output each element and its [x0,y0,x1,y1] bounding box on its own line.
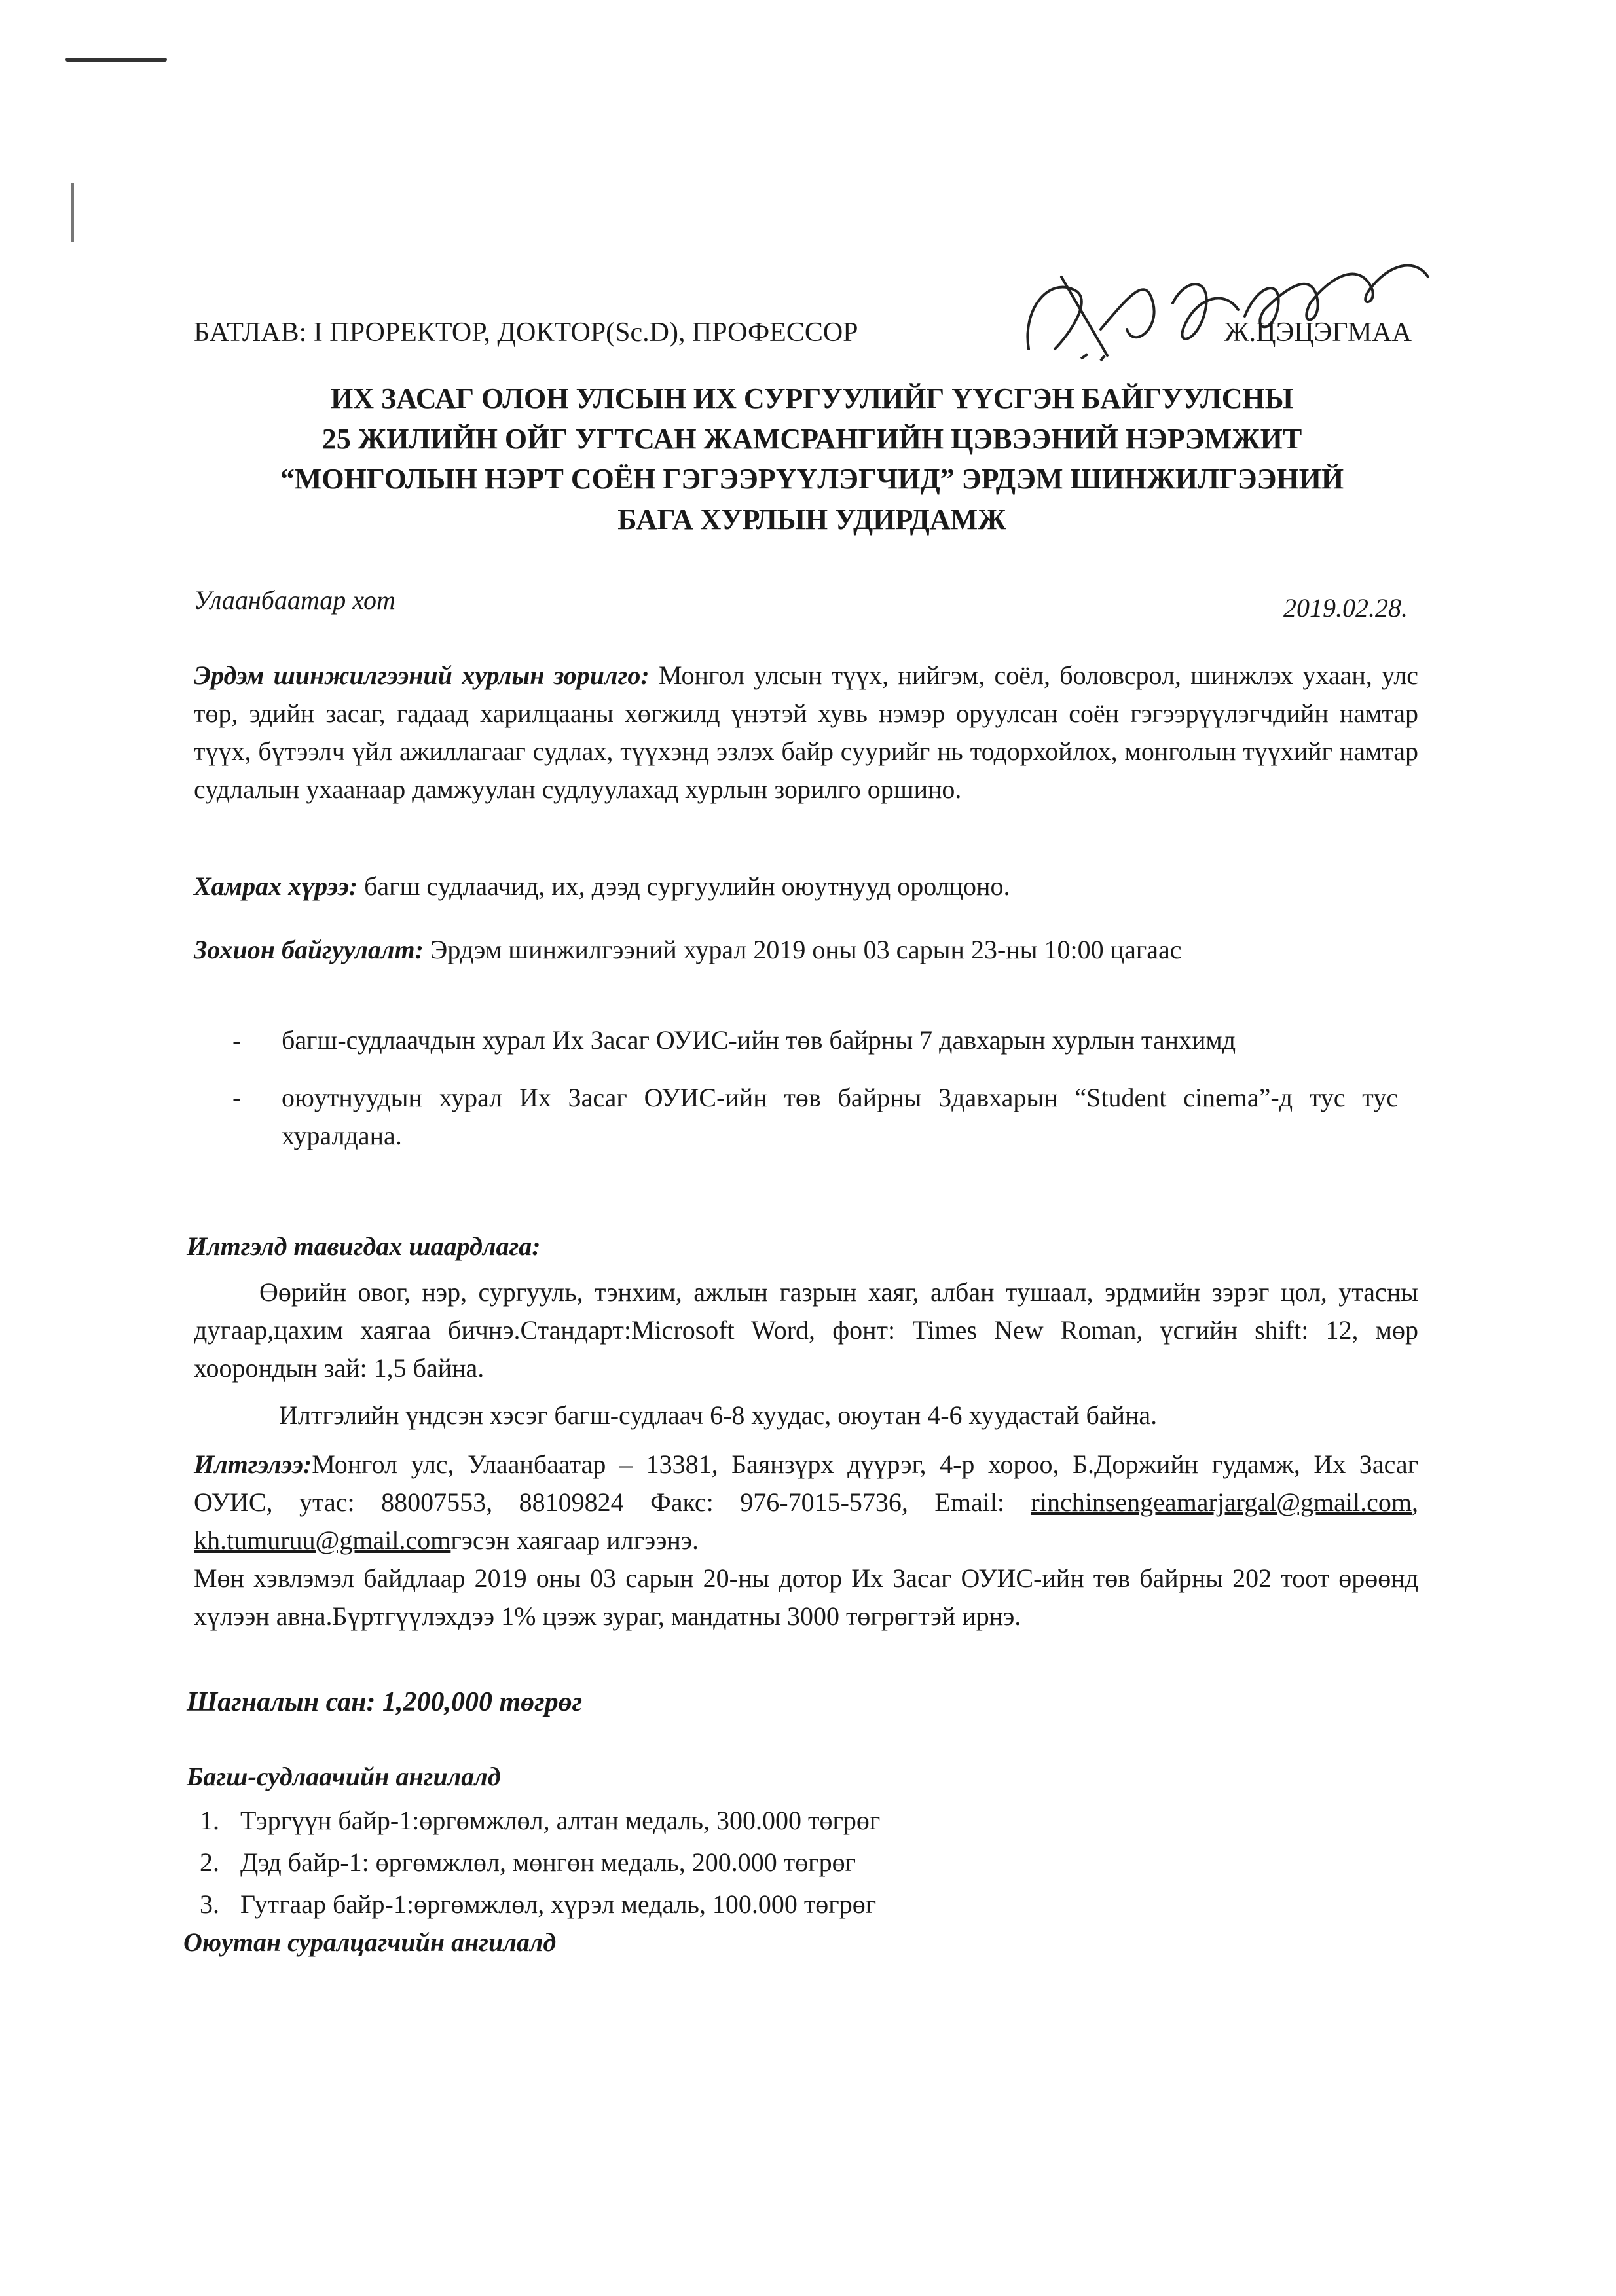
organization-paragraph [194,931,1366,969]
list-item: - багш-судлаачдын хурал Их Засаг ОУИС-ийн төв байрны 7 давхарын хурлын танхимд [232,1021,1398,1059]
title-line: 25 ЖИЛИЙН ОЙГ УГТСАН ЖАМСРАНГИЙН ЦЭВЭЭНИЙ НЭРЭМЖИТ [321,422,1302,455]
scope-text: багш судлаачид, их, дээд сургуулийн оюутнууд оролцоно. [358,871,1010,901]
prize-fund: Шагналын сан: 1,200,000 төгрөг [187,1687,583,1717]
organization-text: Эрдэм шинжилгээний хурал 2019 оны 03 сарын 23-ны 10:00 цагаас [423,935,1182,964]
purpose-text: Монгол улсын түүх, нийгэм, соёл, боловсрол, шинжлэх ухаан, улс төр, эдийн засаг, гадаад харилцааны хөгжилд үнэтэй хувь нэмэр оруулсан соён гэгээрүүлэгчдийн намтар түүх, бүтээлч үйл ажиллагааг судлах, түүхэнд эзлэх байр суурийг нь тодорхойлох, монголын түүхийг намтар судлалын ухаанаар дамжуулан судлуулахад хурлын зорилго оршино. [194,661,1419,804]
scope-label: Хамрах хүрээ: [194,871,358,901]
requirements-body [194,1273,1418,1434]
scan-artifact-mark-side [71,183,74,242]
submission-paragraph: Илтгэлээ:Монгол улс, Улаанбаатар – 13381, Баянзүрх дүүрэг, 4-р хороо, Б.Доржийн гудамж, Их Засаг ОУИС, утас: 88007553, 88109824 Факс: 976-7015-5736, Email: rinchinsengeamarjargal@gmail.com, kh.tumuruu@gmail.comгэсэн хаягаар илгээнэ. Мөн хэвлэмэл байдлаар 2019 оны 03 сарын 20-ны дотор Их Засаг ОУИС-ийн төв байрны 202 тоот өрөөнд хүлээн авна.Бүртгүүлэхдээ 1% цээж зураг, мандатны 3000 төгрөгтэй ирнэ. [194,1446,1418,1635]
list-item: 1. Тэргүүн байр-1:өргөмжлөл, алтан медаль, 300.000 төгрөг [200,1806,881,1835]
submission-label: Илтгэлээ: [194,1449,312,1479]
document-date: 2019.02.28. [1283,593,1408,623]
list-item: - оюутнуудын хурал Их Засаг ОУИС-ийн төв байрны 3давхарын “Student cinema”-д тус тус хуралдана. [232,1079,1398,1155]
place: Улаанбаатар хот [194,585,395,615]
organization-label: Зохион байгуулалт: [194,935,424,964]
title-line: ИХ ЗАСАГ ОЛОН УЛСЫН ИХ СУРГУУЛИЙГ ҮҮСГЭН БАЙГУУЛСНЫ [331,382,1293,414]
scan-artifact-mark [65,58,167,62]
bullet-marker: - [232,1025,242,1055]
submission-paragraph-2: Мөн хэвлэмэл байдлаар 2019 оны 03 сарын 20-ны дотор Их Засаг ОУИС-ийн төв байрны 202 тоот өрөөнд хүлээн авна.Бүртгүүлэхдээ 1% цээж зураг, мандатны 3000 төгрөгтэй ирнэ. [194,1563,1418,1631]
title-line: “МОНГОЛЫН НЭРТ СОЁН ГЭГЭЭРҮҮЛЭГЧИД” ЭРДЭМ ШИНЖИЛГЭЭНИЙ [280,463,1344,496]
email-link[interactable]: kh.tumuruu@gmail.com [194,1525,451,1555]
student-category-heading: Оюутан суралцагчийн ангилалд [183,1927,557,1957]
approval-line [194,313,1412,353]
approval-text: БАТЛАВ: I ПРОРЕКТОР, ДОКТОР(Sc.D), ПРОФЕССОР [194,318,858,348]
bullet-marker: - [232,1083,242,1112]
document-title [183,378,1441,539]
teacher-prize-list [200,1802,880,1927]
teacher-category-heading: Багш-судлаачийн ангилалд [187,1762,501,1791]
purpose-label: Эрдэм шинжилгээний хурлын зорилго: [194,661,650,690]
list-item: 3. Гутгаар байр-1:өргөмжлөл, хүрэл медаль, 100.000 төгрөг [200,1889,877,1919]
requirements-paragraph: Өөрийн овог, нэр, сургууль, тэнхим, ажлын газрын хаяг, албан тушаал, эрдмийн зэрэг цол, утасны дугаар,цахим хаягаа бичнэ.Стандарт:Microsoft Word, фонт: Times New Roman, үсгийн shift: 12, мөр хоорондын зай: 1,5 байна. [194,1277,1418,1383]
email-link[interactable]: rinchinsengeamarjargal@gmail.com [1031,1487,1412,1517]
approver-name: Ж.ЦЭЦЭГМАА [1224,318,1412,348]
requirements-paragraph: Илтгэлийн үндсэн хэсэг багш-судлаач 6-8 хуудас, оюутан 4-6 хуудастай байна. [279,1400,1158,1430]
requirements-heading: Илтгэлд тавигдах шаардлага: [187,1231,541,1261]
list-item: 2. Дэд байр-1: өргөмжлөл, мөнгөн медаль, 200.000 төгрөг [200,1848,856,1877]
scope-paragraph [194,867,1418,905]
organization-list [232,1021,1398,1175]
purpose-paragraph [194,657,1418,809]
title-line: БАГА ХУРЛЫН УДИРДАМЖ [617,503,1006,536]
